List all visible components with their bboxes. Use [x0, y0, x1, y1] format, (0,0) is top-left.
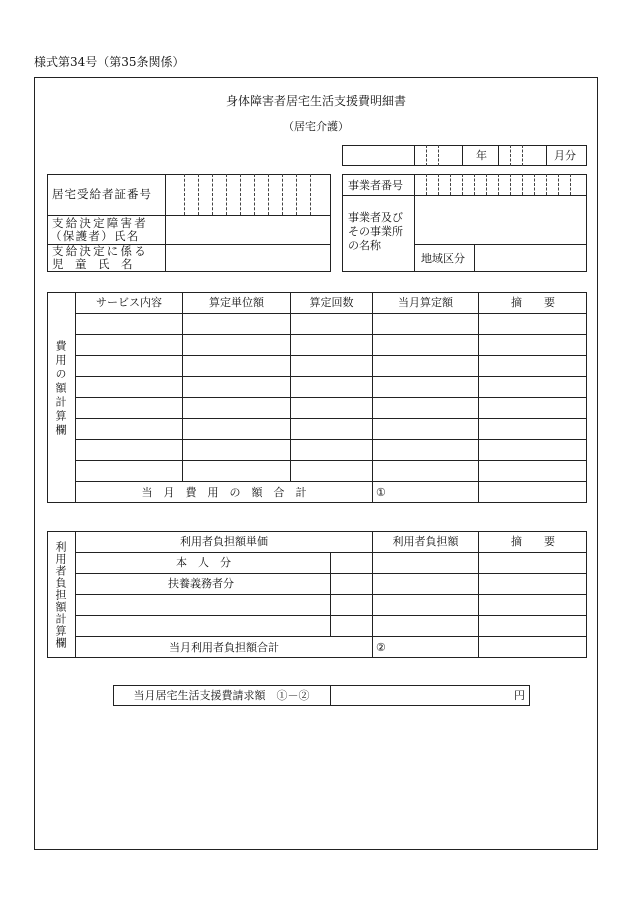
cert-no-label: 居宅受給者証番号	[52, 187, 152, 201]
year-label: 年	[476, 149, 487, 162]
month-field[interactable]	[499, 146, 545, 165]
month-label: 月分	[554, 149, 576, 162]
provider-name-label-3: の名称	[348, 239, 381, 252]
provider-number-label: 事業者番号	[348, 179, 403, 192]
disabled-name-label-1: 支給決定障害者	[52, 216, 148, 230]
claim-label: 当月居宅生活支援費請求額 ①－②	[133, 689, 310, 702]
disabled-name-label-2: （保護者）氏名	[50, 229, 140, 243]
cost-total-field[interactable]	[373, 482, 478, 502]
form-title: 身体障害者居宅生活支援費明細書	[225, 94, 406, 108]
year-month-row	[342, 145, 587, 166]
claim-amount-field[interactable]	[331, 686, 511, 705]
provider-name-field[interactable]	[415, 196, 586, 243]
region-label: 地域区分	[421, 252, 465, 265]
provider-number-field[interactable]	[415, 175, 586, 194]
burden-total-marker: ②	[376, 641, 386, 654]
provider-name-label-1: 事業者及び	[348, 211, 403, 224]
col-burden-unit: 利用者負担額単価	[180, 535, 268, 548]
col-note: 摘 要	[511, 296, 555, 309]
col-burden-note: 摘 要	[511, 535, 555, 548]
col-count: 算定回数	[309, 296, 354, 309]
row-self-label: 本 人 分	[176, 556, 231, 569]
cost-total-label: 当 月 費 用 の 額 合 計	[141, 486, 307, 499]
col-unit-amount: 算定単位額	[209, 296, 264, 309]
cost-rows-area[interactable]	[76, 314, 587, 481]
child-name-field[interactable]	[166, 245, 330, 271]
burden-total-label: 当月利用者負担額合計	[169, 641, 279, 654]
year-field[interactable]	[415, 146, 461, 165]
provider-name-label-2: その事業所	[348, 225, 403, 238]
burden-rows-area[interactable]	[331, 553, 587, 636]
row-support-label: 扶養義務者分	[168, 577, 234, 590]
burden-total-field[interactable]	[373, 637, 478, 657]
region-field[interactable]	[475, 245, 586, 271]
burden-side-label: 利用者負担額計算欄	[54, 541, 67, 649]
form-number: 様式第34号（第35条関係）	[34, 55, 185, 69]
child-name-label-2: 児 童 氏 名	[52, 257, 133, 271]
col-burden-amount: 利用者負担額	[392, 535, 459, 548]
form-subtitle: （居宅介護）	[283, 120, 349, 133]
child-name-label-1: 支給決定に係る	[52, 244, 148, 258]
claim-unit: 円	[514, 689, 525, 702]
col-service-content: サービス内容	[96, 296, 162, 309]
col-monthly-amount: 当月算定額	[398, 296, 453, 309]
disabled-name-field[interactable]	[166, 216, 330, 243]
cost-total-marker: ①	[376, 486, 386, 499]
cert-no-field[interactable]	[166, 175, 330, 214]
cost-side-label: 費用の額計算欄	[54, 340, 67, 438]
